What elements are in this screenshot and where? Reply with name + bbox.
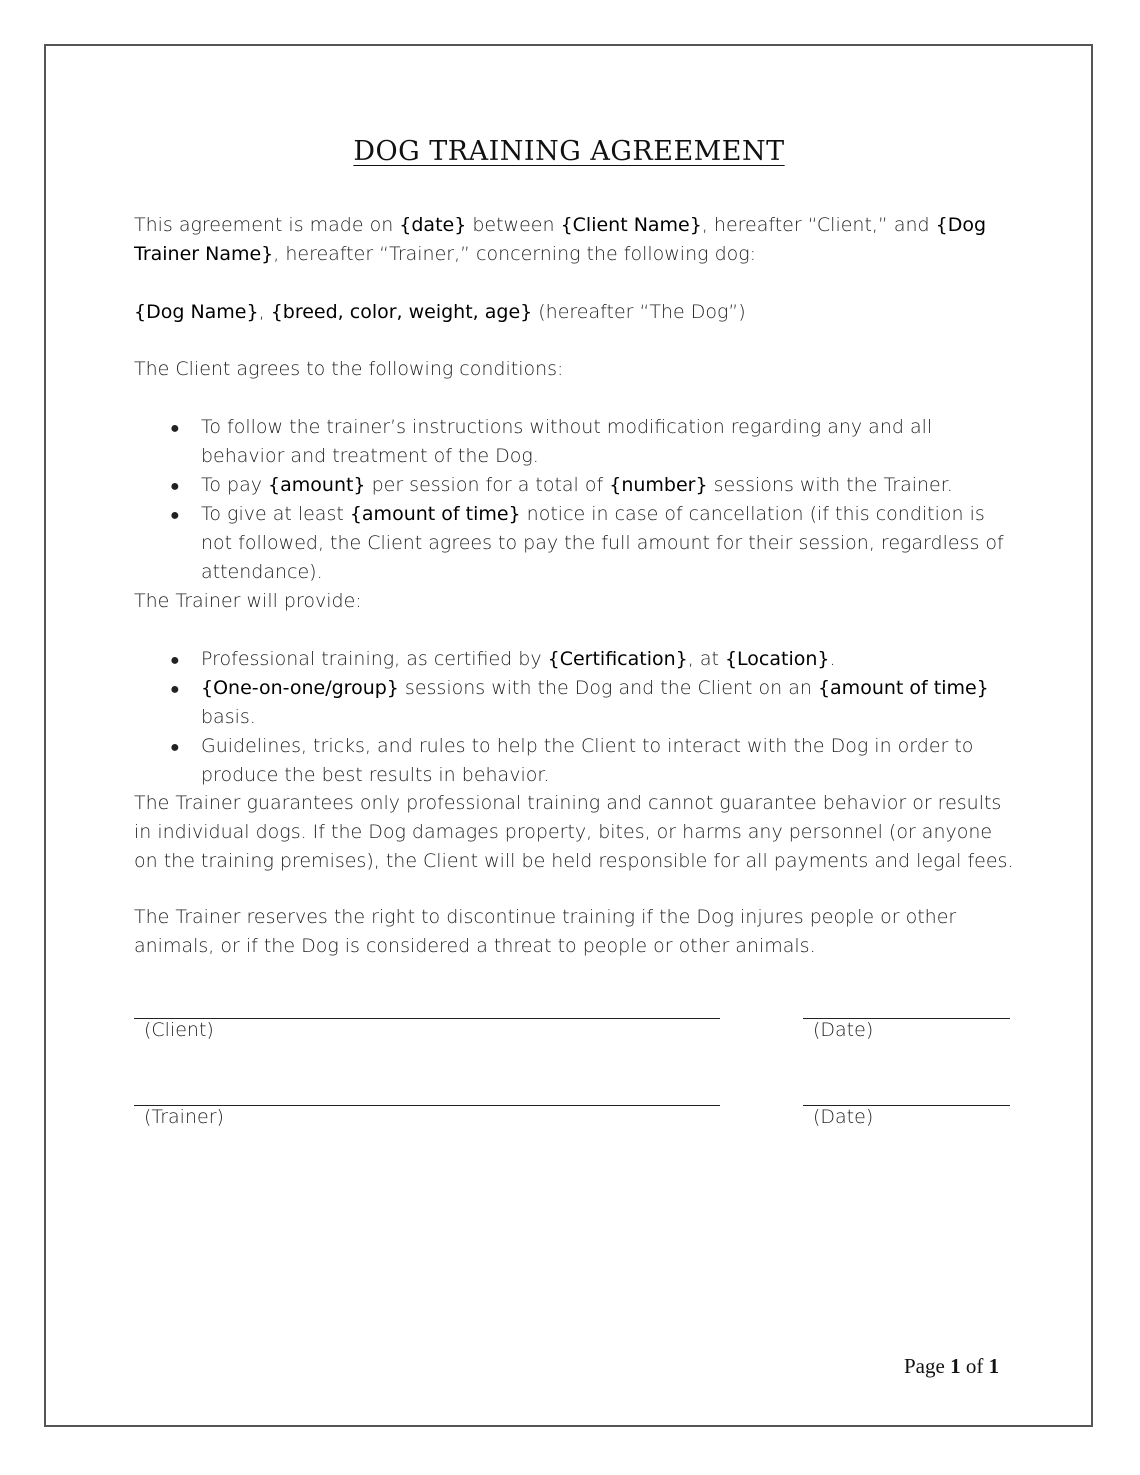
condition-text: To follow the trainer’s instructions without modification regarding any and all behavior and treatment of the Dog. (201, 416, 933, 467)
page-number (904, 1354, 999, 1379)
list-item (170, 471, 1014, 500)
page-total: 1 (988, 1354, 1000, 1378)
intro-text: between (466, 214, 561, 236)
bullet-icon: ● (170, 476, 180, 495)
dog-name-placeholder: {Dog Name} (134, 301, 259, 323)
bullet-icon: ● (170, 679, 180, 698)
bullet-icon: ● (170, 418, 180, 437)
list-item (170, 645, 1014, 674)
page-current: 1 (950, 1354, 961, 1378)
client-name-placeholder: {Client Name} (560, 214, 702, 236)
bullet-icon: ● (170, 650, 180, 669)
reserves-paragraph: The Trainer reserves the right to discontinue training if the Dog injures people or other animals, or if the Dog is considered a threat to people or other animals. (134, 906, 957, 957)
condition-text: sessions with the Trainer. (707, 474, 953, 496)
date-placeholder: {date} (399, 214, 467, 236)
trainer-name-placeholder: {Dog Trainer Name} (134, 214, 987, 265)
notice-time-placeholder: {amount of time} (349, 503, 521, 525)
page-prefix: Page (904, 1354, 951, 1378)
provision-text: Guidelines, tricks, and rules to help the Client to interact with the Dog in order to produce the best results in behavior. (201, 735, 974, 786)
trainer-heading: The Trainer will provide: (134, 590, 362, 612)
separator-text: , (258, 301, 271, 323)
guarantee-paragraph: The Trainer guarantees only professional training and cannot guarantee behavior or results in individual dogs. If the Dog damages property, bites, or harms any personnel (or anyone on the training premises), the Client will be held responsible for all payments and legal fees. (134, 792, 1014, 872)
provision-text: sessions with the Dog and the Client on an (398, 677, 818, 699)
client-heading: The Client agrees to the following conditions: (134, 358, 564, 380)
intro-paragraph (134, 211, 1014, 269)
dog-details-placeholder: {breed, color, weight, age} (270, 301, 533, 323)
intro-text: This agreement is made on (134, 214, 400, 236)
certification-placeholder: {Certification} (547, 648, 688, 670)
dog-line (134, 298, 1014, 327)
session-type-placeholder: {One-on-one/group} (201, 677, 399, 699)
location-placeholder: {Location} (724, 648, 830, 670)
list-item (170, 500, 1014, 587)
intro-text: , hereafter “Trainer,” concerning the following dog: (273, 243, 757, 265)
provision-text: , at (687, 648, 725, 670)
client-date-label: (Date) (813, 1019, 874, 1041)
list-item (170, 413, 1014, 471)
page-of: of (960, 1354, 989, 1378)
session-time-placeholder: {amount of time} (817, 677, 989, 699)
document-title: DOG TRAINING AGREEMENT (353, 136, 785, 167)
number-placeholder: {number} (609, 474, 708, 496)
bullet-icon: ● (170, 737, 180, 756)
client-signature-label: (Client) (144, 1019, 214, 1041)
trainer-date-label: (Date) (813, 1106, 874, 1128)
intro-text: , hereafter “Client,” and (701, 214, 936, 236)
provision-text: basis. (201, 706, 256, 728)
provision-text: . (829, 648, 836, 670)
amount-placeholder: {amount} (268, 474, 366, 496)
condition-text: per session for a total of (365, 474, 610, 496)
list-item (170, 674, 1014, 732)
condition-text: notice in case of cancellation (if this condition is not followed, the Client agrees to pay the full amount for their session, regardless of attendance). (201, 503, 1004, 583)
condition-text: To pay (201, 474, 269, 496)
bullet-icon: ● (170, 505, 180, 524)
provision-text: Professional training, as certified by (201, 648, 548, 670)
trainer-provisions-list (134, 645, 1014, 790)
client-signature-line[interactable] (134, 1018, 720, 1019)
dog-line-suffix: (hereafter “The Dog”) (532, 301, 746, 323)
trainer-signature-label: (Trainer) (144, 1106, 224, 1128)
client-conditions-list (134, 413, 1014, 587)
list-item (170, 732, 1014, 790)
condition-text: To give at least (201, 503, 350, 525)
